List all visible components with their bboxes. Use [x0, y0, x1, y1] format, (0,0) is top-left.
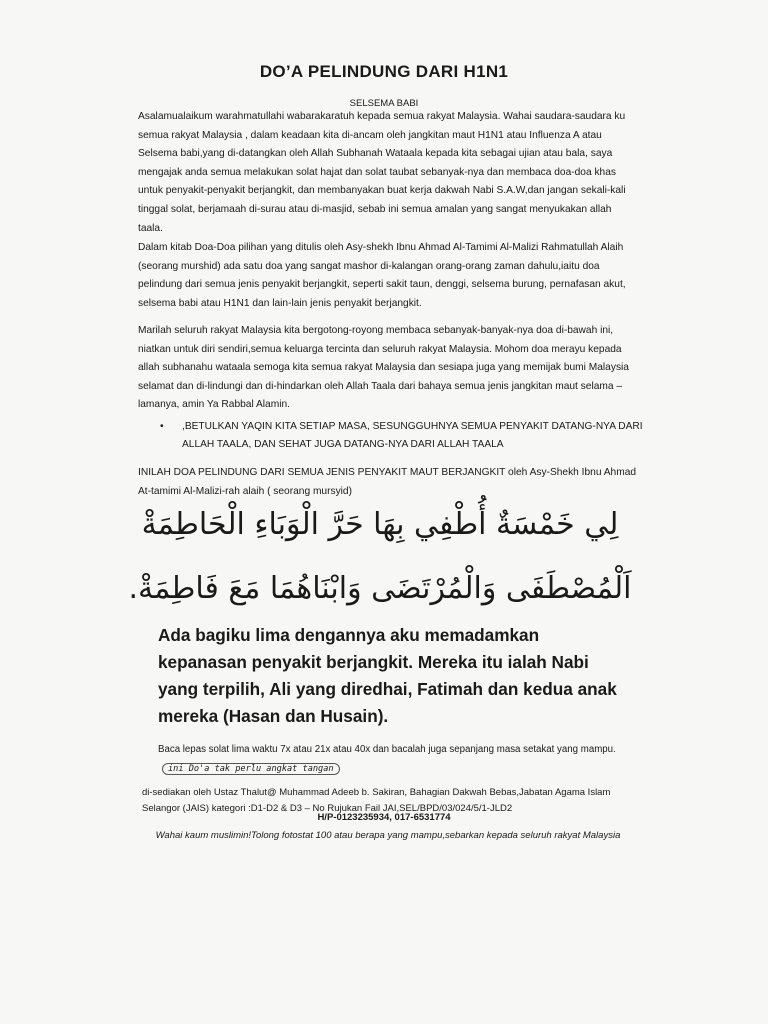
arabic-prayer-line-2: اَلْمُصْطَفَى وَالْمُرْتَضَى وَابْنَاهُمَا مَعَ فَاطِمَةْ.: [128, 571, 632, 606]
reading-instruction-text: Baca lepas solat lima waktu 7x atau 21x atau 40x dan bacalah juga sepanjang masa setakat yang mampu.: [158, 744, 616, 755]
handwritten-note: ini Do'a tak perlu angkat tangan: [162, 763, 340, 775]
arabic-prayer-line-1: لِي خَمْسَةٌ أُطْفِي بِهَا حَرَّ الْوَبَاءِ الْحَاطِمَةْ: [141, 507, 619, 542]
appeal-paragraph: Marilah seluruh rakyat Malaysia kita bergotong-royong membaca sebanyak-banyak-nya doa di-bawah ini, niatkan untuk diri sendiri,semua keluarga tercinta dan seluruh rakyat Malaysia. Mohom doa merayu kepada allah subhanahu wataala semoga kita semua rakyat Malaysia dan sesiapa juga yang memijak bumi Malaysia selamat dan di-lindungi dan di-hindarkan oleh Allah Taala dari bahaya semua jenis jangkitan maut selama –lamanya, amin Ya Rabbal Alamin.: [138, 325, 629, 411]
bullet-text: ,BETULKAN YAQIN KITA SETIAP MASA, SESUNGGUHNYA SEMUA PENYAKIT DATANG-NYA DARI ALLAH TAALA, DAN SEHAT JUGA DATANG-NYA DARI ALLAH TAALA: [182, 421, 643, 450]
page-subtitle: SELSEMA BABI: [349, 98, 419, 109]
reading-instruction: [158, 740, 628, 779]
page-title: DO’A PELINDUNG DARI H1N1: [259, 62, 509, 81]
source-paragraph: Dalam kitab Doa-Doa pilihan yang ditulis oleh Asy-shekh Ibnu Ahmad Al-Tamimi Al-Malizi Rahmatullah Alaih (seorang murshid) ada satu doa yang sangat mashor di-kalangan orang-orang zaman dahulu,iaitu doa pelindung dari semua jenis penyakit berjangkit, seperti sakit taun, denggi, selsema burung, pernafasan akut, selsema babi atau H1N1 dan lain-lain jenis penyakit berjangkit.: [138, 242, 626, 309]
intro-paragraph: Asalamualaikum warahmatullahi wabarakaratuh kepada semua rakyat Malaysia. Wahai saudara-saudara ku semua rakyat Malaysia , dalam keadaan kita di-ancam oleh jangkitan maut H1N1 atau Influenza A atau Selsema babi,yang di-datangkan oleh Allah Subhanah Wataala kepada kita sebagai ujian atau bala, saya mengajak anda semua melakukan solat hajat dan solat taubat sebanyak-nya dan membaca doa-doa khas untuk penyakit-penyakit berjangkit, dan membanyakan buat kerja dakwah Nabi S.A.W,dan jangan sekali-kali tinggal solat, berjamaah di-surau atau di-masjid, sebab ini semua amalan yang sangat menyukakan allah taala.: [138, 111, 626, 234]
prayer-intro-paragraph: INILAH DOA PELINDUNG DARI SEMUA JENIS PENYAKIT MAUT BERJANGKIT oleh Asy-Shekh Ibnu Ahmad At-tamimi Al-Malizi-rah alaih ( seorang mursyid): [138, 467, 637, 497]
prepared-by: di-sediakan oleh Ustaz Thalut@ Muhammad Adeeb b. Sakiran, Bahagian Dakwah Bebas,Jabatan Agama Islam Selangor (JAIS) kategori :D1-D2 & D3 – No Rujukan Fail JAI,SEL/BPD/03/024/5/1-JLD2: [142, 787, 611, 814]
phone-numbers: H/P-0123235934, 017-6531774: [317, 812, 451, 823]
prayer-translation: Ada bagiku lima dengannya aku memadamkan kepanasan penyakit berjangkit. Mereka itu ialah Nabi yang terpilih, Ali yang diredhai, Fatimah dan kedua anak mereka (Hasan dan Husain).: [158, 625, 617, 726]
closing-appeal: Wahai kaum muslimin!Tolong fotostat 100 atau berapa yang mampu,sebarkan kepada seluruh rakyat Malaysia: [155, 830, 621, 841]
bullet-icon: •: [160, 421, 164, 432]
